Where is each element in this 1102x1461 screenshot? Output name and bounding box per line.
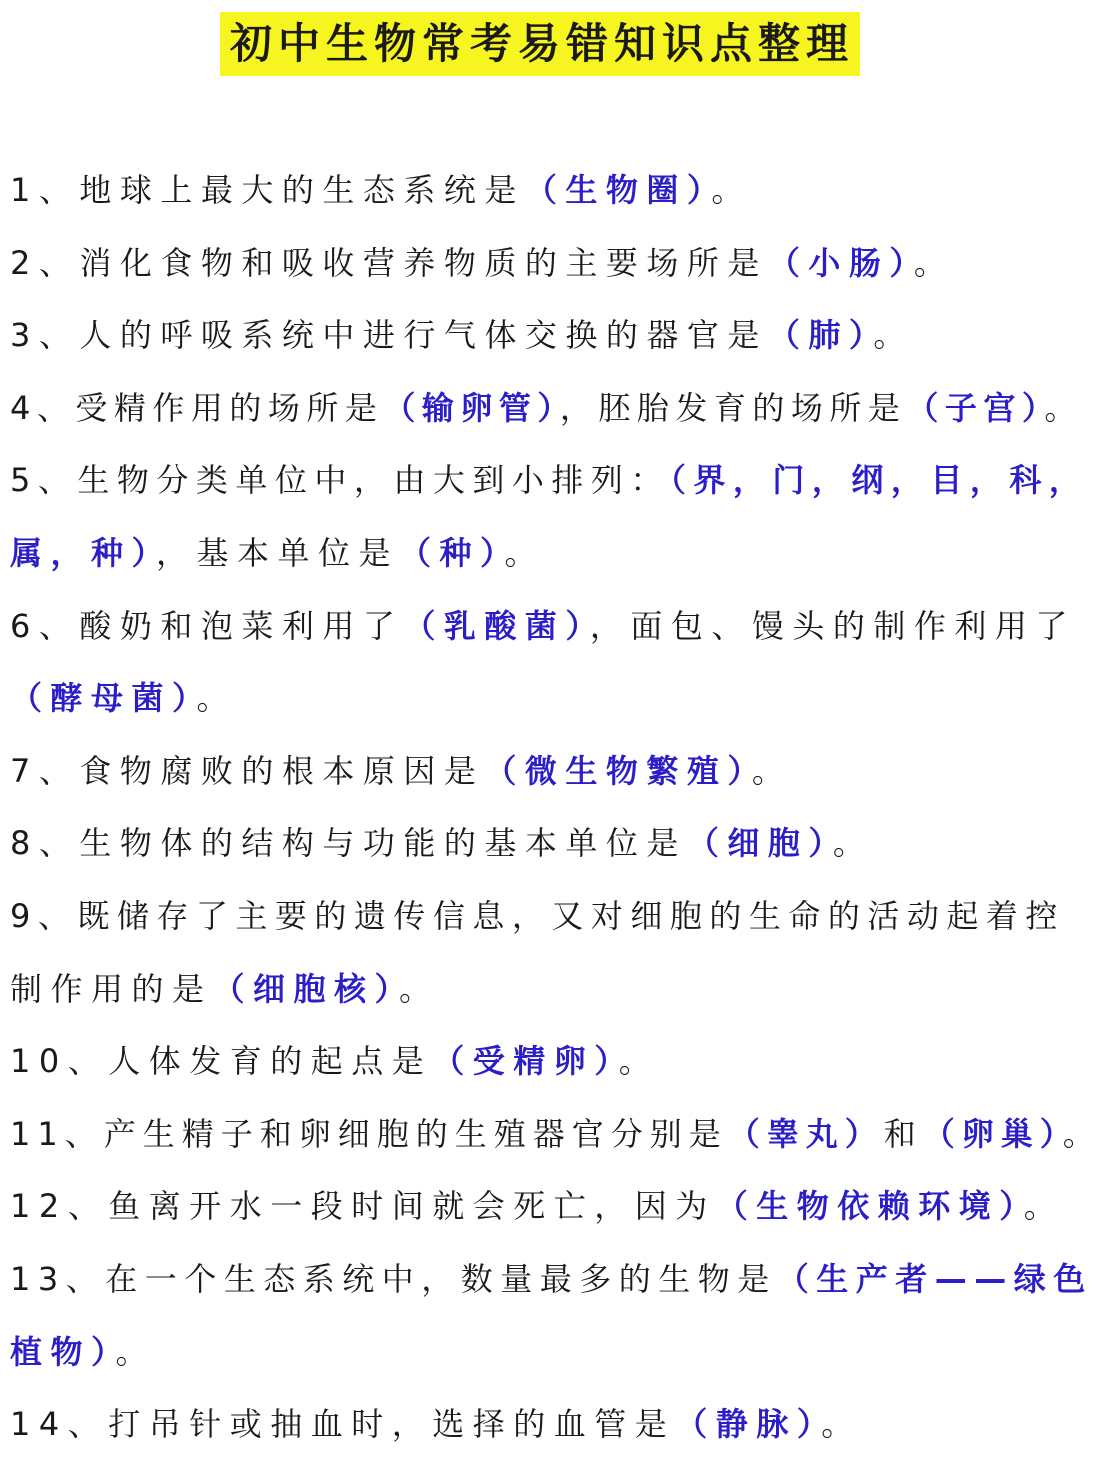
item-text: 5、生物分类单位中，由大到小排列： [10, 461, 670, 500]
item-text: 4、受精作用的场所是 [10, 388, 384, 427]
item-suffix: 。 [751, 751, 793, 790]
list-item-14 [10, 1388, 1072, 1461]
item-answer: （肺） [767, 316, 874, 355]
list-item-7 [10, 735, 1072, 808]
item-text: 7、食物腐败的根本原因是 [10, 751, 485, 790]
item-suffix: 。 [821, 1405, 862, 1444]
list-item-12 [10, 1170, 1072, 1243]
item-answer: （输卵管） [383, 388, 560, 427]
list-item-5-cont [10, 517, 1072, 590]
item-answer-cont: 植物） [10, 1332, 116, 1371]
item-text: 6、酸奶和泡菜利用了 [10, 606, 404, 645]
item-suffix: 。 [873, 316, 914, 355]
list-item-4 [10, 372, 1083, 445]
item-suffix: 。 [711, 171, 752, 209]
list-item-9 [10, 880, 1072, 953]
item-suffix: 。 [1062, 1114, 1102, 1153]
item-answer-2: （种） [399, 533, 505, 572]
item-suffix: 。 [1023, 1187, 1065, 1226]
item-answer: （细胞核） [212, 969, 400, 1008]
item-answer: （生物依赖环境） [715, 1187, 1024, 1226]
item-text: 12、鱼离开水一段时间就会死亡，因为 [10, 1187, 716, 1226]
item-suffix: 。 [504, 533, 546, 572]
item-text: 14、打吊针或抽血时，选择的血管是 [10, 1405, 676, 1444]
item-text: 11、产生精子和卵细胞的生殖器官分别是 [10, 1114, 728, 1153]
item-text: 3、人的呼吸系统中进行气体交换的器官是 [10, 316, 768, 355]
list-item-5 [10, 444, 1089, 517]
item-suffix: 。 [1044, 388, 1083, 427]
list-item-13 [10, 1243, 1093, 1316]
list-item-6-cont [10, 662, 1072, 735]
list-item-6 [10, 590, 1076, 663]
page-title: 初中生物常考易错知识点整理 [220, 12, 860, 76]
title-wrap [0, 12, 1080, 76]
list-item-8 [10, 807, 1072, 880]
item-answer: （受精卵） [432, 1042, 619, 1081]
list-item-13-cont [10, 1316, 1072, 1389]
item-suffix: 。 [913, 243, 955, 282]
item-answer: （乳酸菌） [403, 606, 590, 645]
item-answer-cont: 属，种） [10, 533, 157, 572]
item-text: 9、既储存了主要的遗传信息，又对细胞的生命的活动起着控 [10, 896, 1065, 935]
item-answer: （细胞） [686, 824, 833, 863]
item-answer-2: （卵巢） [922, 1114, 1063, 1153]
item-answer: （生物圈） [524, 171, 712, 209]
item-answer: （生产者——绿色 [776, 1259, 1093, 1298]
item-middle: ，基本单位是 [156, 533, 400, 572]
item-text-cont: 制作用的是 [10, 969, 213, 1008]
item-answer: （睾丸） [727, 1114, 884, 1153]
item-suffix: 。 [399, 969, 440, 1008]
item-text: 8、生物体的结构与功能的基本单位是 [10, 824, 687, 863]
list-item-2 [10, 227, 1072, 300]
item-text: 2、消化食物和吸收营养物质的主要场所是 [10, 243, 768, 282]
list-item-11 [10, 1098, 1102, 1171]
item-answer-2: （子宫） [906, 388, 1045, 427]
item-middle: ，面包、馒头的制作利用了 [589, 606, 1076, 645]
item-suffix: 。 [618, 1042, 660, 1081]
item-text: 13、在一个生态系统中，数量最多的生物是 [10, 1259, 777, 1298]
item-suffix: 。 [115, 1332, 157, 1371]
item-answer-cont: （酵母菌） [10, 679, 197, 718]
item-answer: （小肠） [767, 243, 914, 282]
list-item-1 [10, 154, 1072, 227]
list-item-3 [10, 299, 1072, 372]
item-text: 1、地球上最大的生态系统是 [10, 171, 525, 209]
item-middle: 和 [883, 1114, 923, 1153]
item-answer: （静脉） [675, 1405, 822, 1444]
item-text: 10、人体发育的起点是 [10, 1042, 433, 1081]
item-answer: （界，门，纲，目，科， [669, 461, 1089, 500]
list-item-9-cont [10, 953, 1072, 1026]
item-answer: （微生物繁殖） [484, 751, 752, 790]
knowledge-list [10, 154, 1102, 1461]
item-suffix: 。 [196, 679, 238, 718]
item-suffix: 。 [832, 824, 874, 863]
list-item-10 [10, 1025, 1072, 1098]
item-middle: ，胚胎发育的场所是 [559, 388, 907, 427]
